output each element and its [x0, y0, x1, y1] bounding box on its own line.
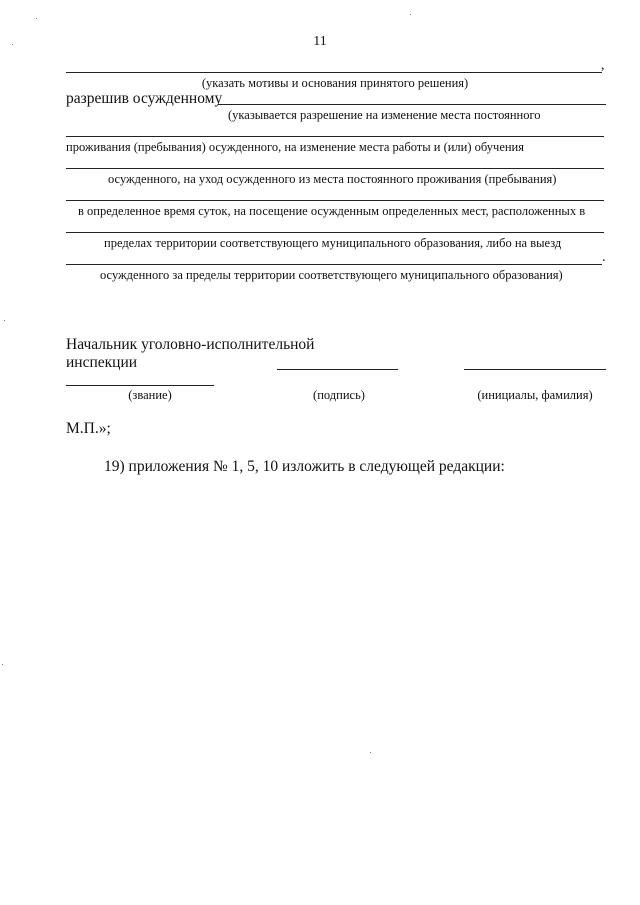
- name-caption: (инициалы, фамилия): [477, 388, 593, 402]
- allow-label: разрешив осужденному: [66, 90, 223, 107]
- scan-speck: [12, 44, 13, 45]
- scan-speck: [410, 14, 411, 15]
- permission-blank-line: [66, 136, 604, 137]
- permission-caption-line-3: осужденного, на уход осужденного из места постоянного проживания (пребывания): [108, 172, 557, 186]
- trailing-comma: ,: [601, 58, 605, 73]
- permission-caption-line-5: пределах территории соответствующего муниципального образования, либо на выезд: [104, 236, 562, 250]
- name-blank-line: [464, 369, 606, 370]
- page-number: 11: [313, 34, 327, 49]
- signature-blank-line: [277, 369, 398, 370]
- permission-caption-line-2: проживания (пребывания) осужденного, на изменение места работы и (или) обучения: [66, 140, 524, 154]
- stamp-place: М.П.»;: [66, 420, 111, 437]
- scan-speck: [36, 18, 37, 19]
- allow-blank-line: [218, 104, 606, 105]
- scan-speck: [2, 664, 3, 665]
- permission-blank-line: [66, 200, 604, 201]
- signature-caption: (подпись): [313, 388, 365, 402]
- permission-caption-line-4: в определенное время суток, на посещение осужденным определенных мест, расположенных в: [78, 204, 586, 218]
- trailing-period: .: [602, 250, 606, 265]
- rank-caption: (звание): [128, 388, 172, 402]
- scan-speck: [370, 752, 371, 753]
- permission-caption-line-1: (указывается разрешение на изменение места постоянного: [228, 108, 541, 122]
- permission-caption-line-6: осужденного за пределы территории соответствующего муниципального образования): [100, 268, 563, 282]
- permission-blank-line: [66, 168, 604, 169]
- head-title-line-2: инспекции: [66, 354, 138, 371]
- scan-speck: [4, 320, 5, 321]
- permission-blank-line: [66, 264, 602, 265]
- permission-blank-line: [66, 232, 604, 233]
- reasons-blank-line: [66, 72, 602, 73]
- reasons-caption: (указать мотивы и основания принятого решения): [201, 76, 469, 90]
- rank-blank-line: [66, 385, 214, 386]
- head-title-line-1: Начальник уголовно-исполнительной: [66, 336, 315, 353]
- item-19-paragraph: 19) приложения № 1, 5, 10 изложить в следующей редакции:: [104, 458, 505, 475]
